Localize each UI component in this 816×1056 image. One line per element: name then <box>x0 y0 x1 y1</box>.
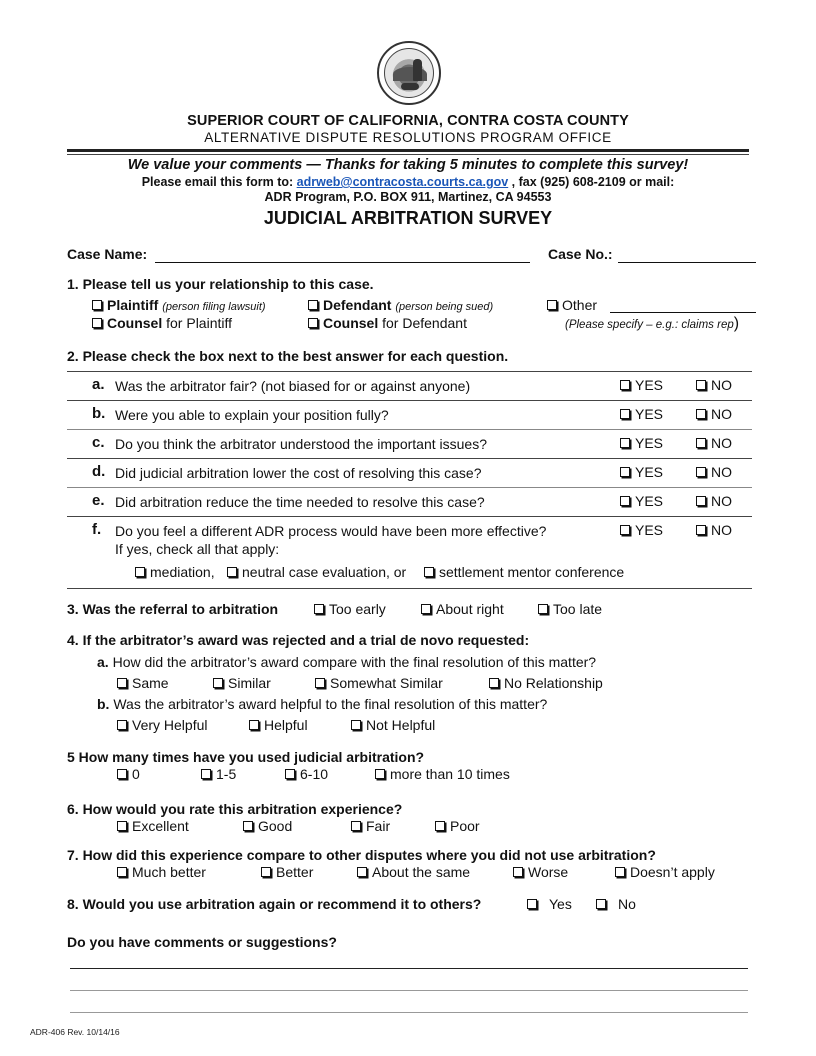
q2f-option-mediation[interactable]: mediation, <box>135 564 215 580</box>
case-name-field[interactable] <box>155 262 530 263</box>
thanks-message: We value your comments — Thanks for taking 5 minutes to complete this survey! <box>127 157 689 173</box>
case-name-label: Case Name: <box>67 246 148 262</box>
q2b-no[interactable]: NO <box>696 406 732 422</box>
q2-title: 2. Please check the box next to the best answer for each question. <box>67 348 509 364</box>
q2-row-text: Did arbitration reduce the time needed to resolve this case? <box>115 494 485 510</box>
q4a-option-same[interactable]: Same <box>117 675 169 691</box>
checkbox-icon[interactable] <box>308 318 318 328</box>
q2-row-letter: b. <box>92 405 106 422</box>
q4b-question: b. Was the arbitrator’s award helpful to the final resolution of this matter? <box>97 696 548 712</box>
checkbox-icon[interactable] <box>135 567 145 577</box>
checkbox-icon[interactable] <box>421 604 431 614</box>
checkbox-icon[interactable] <box>375 769 385 779</box>
checkbox-icon[interactable] <box>696 409 706 419</box>
q2-row-letter: a. <box>92 376 105 393</box>
q1-title: 1. Please tell us your relationship to this case. <box>67 276 374 292</box>
divider <box>67 400 752 401</box>
checkbox-icon[interactable] <box>315 678 325 688</box>
checkbox-icon[interactable] <box>201 769 211 779</box>
checkbox-icon[interactable] <box>696 496 706 506</box>
header-rule-thin <box>67 154 749 155</box>
checkbox-icon[interactable] <box>527 899 537 909</box>
q1-option-plaintiff[interactable]: Plaintiff (person filing lawsuit) <box>92 297 266 313</box>
form-code: ADR-406 Rev. 10/14/16 <box>30 1027 120 1037</box>
checkbox-icon[interactable] <box>424 567 434 577</box>
checkbox-icon[interactable] <box>620 380 630 390</box>
checkbox-icon[interactable] <box>117 867 127 877</box>
checkbox-icon[interactable] <box>696 380 706 390</box>
q6-option-poor[interactable]: Poor <box>435 818 480 834</box>
q2-row-letter: d. <box>92 463 106 480</box>
seal-bear <box>401 83 419 90</box>
email-link[interactable]: adrweb@contracosta.courts.ca.gov <box>296 175 509 189</box>
checkbox-icon[interactable] <box>261 867 271 877</box>
q2e-yes[interactable]: YES <box>620 493 663 509</box>
q2-row-text: Did judicial arbitration lower the cost of resolving this case? <box>115 465 482 481</box>
q2d-yes[interactable]: YES <box>620 464 663 480</box>
checkbox-icon[interactable] <box>351 821 361 831</box>
checkbox-icon[interactable] <box>620 496 630 506</box>
q4a-option-no-relationship[interactable]: No Relationship <box>489 675 603 691</box>
checkbox-icon[interactable] <box>227 567 237 577</box>
q1-option-counsel-defendant[interactable]: Counsel for Defendant <box>308 315 467 331</box>
checkbox-icon[interactable] <box>243 821 253 831</box>
checkbox-icon[interactable] <box>489 678 499 688</box>
checkbox-icon[interactable] <box>357 867 367 877</box>
q7-option-doesnt-apply[interactable]: Doesn’t apply <box>615 864 715 880</box>
q1-option-counsel-plaintiff[interactable]: Counsel for Plaintiff <box>92 315 232 331</box>
q4b-option-not-helpful[interactable]: Not Helpful <box>351 717 435 733</box>
q6-option-good[interactable]: Good <box>243 818 292 834</box>
q2-row-text: Do you feel a different ADR process would have been more effective? <box>115 523 547 539</box>
checkbox-icon[interactable] <box>117 678 127 688</box>
q3-option-too-late[interactable]: Too late <box>538 601 602 617</box>
divider <box>67 458 752 459</box>
q5-option-0[interactable]: 0 <box>117 766 140 782</box>
q1-option-other[interactable]: Other <box>547 297 597 313</box>
mailing-address: ADR Program, P.O. BOX 911, Martinez, CA 94553 <box>264 190 552 204</box>
comment-line-3[interactable] <box>70 1012 748 1013</box>
q1-other-field[interactable] <box>610 312 756 313</box>
q2f-option-neutral-evaluation[interactable]: neutral case evaluation, or <box>227 564 406 580</box>
q2f-followup: If yes, check all that apply: <box>115 541 280 557</box>
checkbox-icon[interactable] <box>435 821 445 831</box>
q6-option-fair[interactable]: Fair <box>351 818 390 834</box>
q2f-no[interactable]: NO <box>696 522 732 538</box>
checkbox-icon[interactable] <box>538 604 548 614</box>
contact-line <box>0 175 816 189</box>
q1-option-defendant[interactable]: Defendant (person being sued) <box>308 297 493 313</box>
checkbox-icon[interactable] <box>117 821 127 831</box>
checkbox-icon[interactable] <box>513 867 523 877</box>
checkbox-icon[interactable] <box>249 720 259 730</box>
q8-option-yes[interactable]: Yes <box>527 896 572 912</box>
email-prefix: Please email this form to: <box>141 175 297 189</box>
q2f-yes[interactable]: YES <box>620 522 663 538</box>
comments-title: Do you have comments or suggestions? <box>67 934 337 950</box>
q4b-option-helpful[interactable]: Helpful <box>249 717 308 733</box>
checkbox-icon[interactable] <box>615 867 625 877</box>
checkbox-icon[interactable] <box>696 467 706 477</box>
q4-title: 4. If the arbitrator’s award was rejected and a trial de novo requested: <box>67 632 530 648</box>
divider <box>67 429 752 430</box>
checkbox-icon[interactable] <box>620 467 630 477</box>
checkbox-icon[interactable] <box>213 678 223 688</box>
divider <box>67 371 752 372</box>
q7-option-worse[interactable]: Worse <box>513 864 568 880</box>
q2b-yes[interactable]: YES <box>620 406 663 422</box>
q7-option-much-better[interactable]: Much better <box>117 864 206 880</box>
q2-row-letter: e. <box>92 492 105 509</box>
q2c-no[interactable]: NO <box>696 435 732 451</box>
checkbox-icon[interactable] <box>620 409 630 419</box>
q2a-no[interactable]: NO <box>696 377 732 393</box>
checkbox-icon[interactable] <box>117 720 127 730</box>
comment-line-2[interactable] <box>70 990 748 991</box>
page-title: JUDICIAL ARBITRATION SURVEY <box>263 208 553 228</box>
q8-title: 8. Would you use arbitration again or recommend it to others? <box>67 896 482 912</box>
case-no-field[interactable] <box>618 262 756 263</box>
case-no-label: Case No.: <box>548 246 613 262</box>
checkbox-icon[interactable] <box>92 318 102 328</box>
q2d-no[interactable]: NO <box>696 464 732 480</box>
q2-row-letter: f. <box>92 521 102 538</box>
checkbox-icon[interactable] <box>596 899 606 909</box>
q7-option-about-same[interactable]: About the same <box>357 864 470 880</box>
checkbox-icon[interactable] <box>696 438 706 448</box>
checkbox-icon[interactable] <box>696 525 706 535</box>
checkbox-icon[interactable] <box>351 720 361 730</box>
q3-title: 3. Was the referral to arbitration <box>67 601 279 617</box>
q5-option-1-5[interactable]: 1-5 <box>201 766 236 782</box>
q2-row-text: Was the arbitrator fair? (not biased for or against anyone) <box>115 378 471 394</box>
fax-mail-text: , fax (925) 608-2109 or mail: <box>508 175 675 189</box>
q2a-yes[interactable]: YES <box>620 377 663 393</box>
checkbox-icon[interactable] <box>620 438 630 448</box>
q3-option-about-right[interactable]: About right <box>421 601 504 617</box>
q5-title: 5 How many times have you used judicial arbitration? <box>67 749 425 765</box>
divider <box>67 516 752 517</box>
q2e-no[interactable]: NO <box>696 493 732 509</box>
divider <box>67 588 752 589</box>
q4b-option-very-helpful[interactable]: Very Helpful <box>117 717 207 733</box>
q6-title: 6. How would you rate this arbitration experience? <box>67 801 403 817</box>
q2-row-letter: c. <box>92 434 105 451</box>
checkbox-icon[interactable] <box>308 300 318 310</box>
checkbox-icon[interactable] <box>92 300 102 310</box>
q7-option-better[interactable]: Better <box>261 864 313 880</box>
q8-option-no[interactable]: No <box>596 896 636 912</box>
q4a-option-somewhat-similar[interactable]: Somewhat Similar <box>315 675 443 691</box>
header-rule-thick <box>67 149 749 152</box>
q2-row-text: Do you think the arbitrator understood the important issues? <box>115 436 487 452</box>
q2c-yes[interactable]: YES <box>620 435 663 451</box>
checkbox-icon[interactable] <box>117 769 127 779</box>
office-name: ALTERNATIVE DISPUTE RESOLUTIONS PROGRAM OFFICE <box>204 130 612 145</box>
seal-figure <box>413 59 422 81</box>
q6-option-excellent[interactable]: Excellent <box>117 818 189 834</box>
q5-option-more-than-10[interactable]: more than 10 times <box>375 766 510 782</box>
checkbox-icon[interactable] <box>547 300 557 310</box>
q1-other-hint: (Please specify – e.g.: claims rep) <box>565 315 740 332</box>
q2f-option-settlement-mentor[interactable]: settlement mentor conference <box>424 564 624 580</box>
q3-option-too-early[interactable]: Too early <box>314 601 386 617</box>
divider <box>67 487 752 488</box>
checkbox-icon[interactable] <box>285 769 295 779</box>
q5-option-6-10[interactable]: 6-10 <box>285 766 328 782</box>
q4a-question: a. How did the arbitrator’s award compare with the final resolution of this matter? <box>97 654 597 670</box>
comment-line-1[interactable] <box>70 968 748 969</box>
q2-row-text: Were you able to explain your position fully? <box>115 407 389 423</box>
court-name: SUPERIOR COURT OF CALIFORNIA, CONTRA COSTA COUNTY <box>187 113 629 129</box>
california-court-seal-icon <box>377 41 441 105</box>
checkbox-icon[interactable] <box>314 604 324 614</box>
q4a-option-similar[interactable]: Similar <box>213 675 271 691</box>
q7-title: 7. How did this experience compare to other disputes where you did not use arbitration? <box>67 847 656 863</box>
checkbox-icon[interactable] <box>620 525 630 535</box>
